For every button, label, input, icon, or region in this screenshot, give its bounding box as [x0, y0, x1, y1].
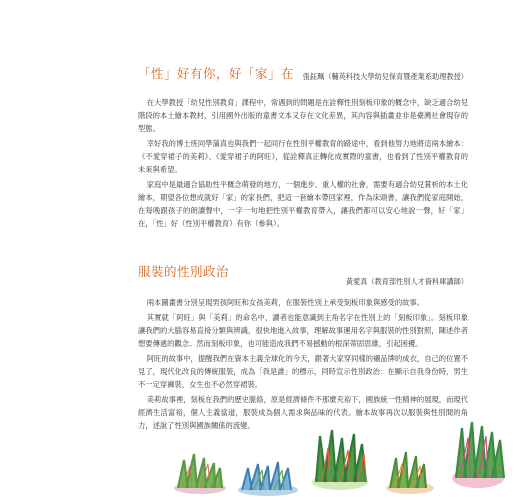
section2-paragraph: 其實就「阿旺」與「美莉」的命名中，讀者也能意識到主角名字在性別上的「刻板印象」。刻板印象讓我們的大腦容易直接分類與辨識，很快地進入故事，理解故事運用名字與服裝的性別對照，陳述作者想要傳遞的觀念。然而刻板印象，也可能造成我們不易撼動的根深蒂固思維，引起困擾。	[138, 313, 468, 348]
grass-tuft	[312, 430, 368, 490]
section1-body	[138, 96, 468, 232]
section2-title: 服裝的性別政治	[138, 264, 230, 279]
section2-paragraph: 阿旺的故事中，提醒我們在資本主義全球化的今天，銀著大家穿同樣的襯品牌的成衣，自己的位置不見了，現代化改良的傳統服裝，成為「我是誰」的標示，同時宣示性別政治：在顯示自我身份時，男生不一定穿褲裝，女生也不必然穿裙裝。	[138, 354, 468, 389]
section1-paragraph: 在大學教授「幼兒性別教育」課程中，常遇到的問題是在詮釋性別刻板印象的概念中，缺乏適合幼兒階段的本土繪本教材，引用國外出版的童書文本又存在文化差異，其內容與插畫並非是臺灣社會現存的型態。	[138, 98, 468, 133]
section1-author: 張鈺珮（輔英科技大學幼兒保育暨產業系助理教授）	[302, 72, 468, 81]
section1-title: 「性」好有你，好「家」在	[138, 66, 295, 81]
section2-paragraph: 兩本圖畫書分別呈現男孩阿旺和女孩美莉，在服裝性別上承受刻板印象與感受的故事。	[146, 298, 425, 307]
grass-tufts-illustration	[170, 408, 520, 500]
grass-tuft	[174, 454, 226, 494]
grass-tuft	[386, 452, 434, 494]
section2-paragraph: 美莉故事裡，刻板在我們的歷史脈絡，原是經濟條件不那麼充裕下，國族統一性精神的展現，而現代經濟生活富裕，個人主義當道，服裝成為個人需求與品味的代表。繪本故事再次以服裝與性別間的角力，述說了性別與國族關係的流變。	[138, 395, 468, 430]
section1-paragraph: 幸好我的博士班同學蒲真也與我們一起同行在性別平權教育的路途中，看到他努力地將這兩本繪本：《不愛穿裙子的美莉》、《愛穿裙子的阿旺》，從詮釋真正轉化成實際的童書，也看到了性別平權教育的未來與希望。	[138, 139, 468, 174]
section1-paragraph: 家庭中是最適合協助性平概念萌發的地方，一個進步、重人權的社會，需要有適合幼兒賞析的本土化繪本，期望各位想成就好「家」的家長們，把這一套繪本帶回家裡，作為床頭書，讓我們從家庭開始，在每晚跟孩子的朗讀聲中，一字一句地把性別平權教育帶入，讓我們都可以安心地說一聲，好「家」在，「性」好（性別平權教育）有你（參與）。	[138, 180, 468, 228]
grass-tuft	[452, 422, 504, 488]
section2-author: 黃愛真（教育部性別人才資料庫講師）	[345, 277, 468, 286]
grass-tuft	[238, 462, 298, 496]
